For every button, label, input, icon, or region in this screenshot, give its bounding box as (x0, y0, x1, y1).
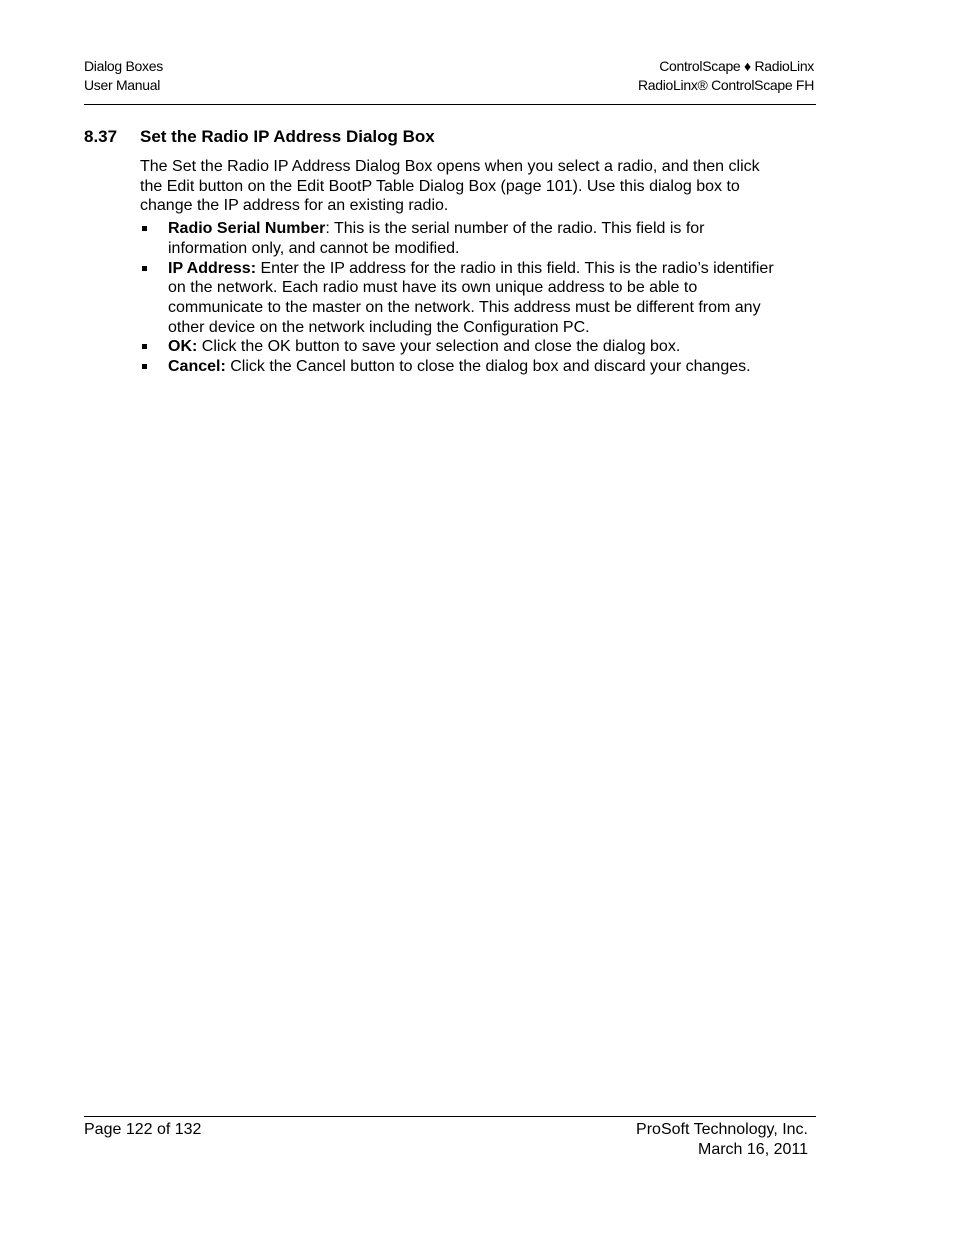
header-right (638, 57, 814, 95)
bullet-term: IP Address: (168, 259, 257, 277)
bullet-term: Cancel: (168, 358, 226, 376)
page-number: Page 122 of 132 (84, 1121, 202, 1138)
square-bullet-icon (142, 266, 147, 271)
bullet-term: OK: (168, 338, 198, 356)
section-heading (84, 126, 435, 148)
section-title: Set the Radio IP Address Dialog Box (140, 127, 435, 146)
header-left (84, 57, 163, 95)
header-document-type: User Manual (84, 77, 161, 93)
page-header (84, 57, 816, 105)
footer-right (636, 1120, 808, 1159)
bullet-text: Enter the IP address for the radio in this field. This is the radio’s identifier on the network. Each radio must have its own unique address to be able to communicate to the master on the network. This address must be different from any other device on the network including the Configuration PC. (168, 259, 774, 336)
bullet-term: Radio Serial Number (168, 220, 326, 238)
intro-paragraph: The Set the Radio IP Address Dialog Box opens when you select a radio, and then click the Edit button on the Edit BootP Table Dialog Box (page 101). Use this dialog box to change the IP address for an existing radio. (140, 158, 760, 215)
list-item (140, 259, 780, 338)
bullet-list (140, 219, 780, 377)
list-item (140, 357, 780, 377)
square-bullet-icon (142, 344, 147, 349)
company-name: ProSoft Technology, Inc. (636, 1121, 808, 1138)
header-product-name: RadioLinx® ControlScape FH (637, 77, 814, 93)
section-number: 8.37 (84, 127, 118, 146)
header-product-line: ControlScape ♦ RadioLinx (659, 58, 814, 74)
bullet-text: : This is the serial number of the radio. This field is for information only, and cannot be modified. (168, 220, 705, 257)
section-body (140, 157, 780, 377)
page-footer (84, 1116, 816, 1158)
header-chapter: Dialog Boxes (84, 58, 163, 74)
publication-date: March 16, 2011 (698, 1140, 808, 1158)
square-bullet-icon (142, 226, 147, 231)
list-item (140, 219, 780, 258)
square-bullet-icon (142, 364, 147, 369)
list-item (140, 337, 780, 357)
bullet-text: Click the OK button to save your selection and close the dialog box. (197, 338, 681, 356)
bullet-text: Click the Cancel button to close the dialog box and discard your changes. (225, 358, 751, 376)
